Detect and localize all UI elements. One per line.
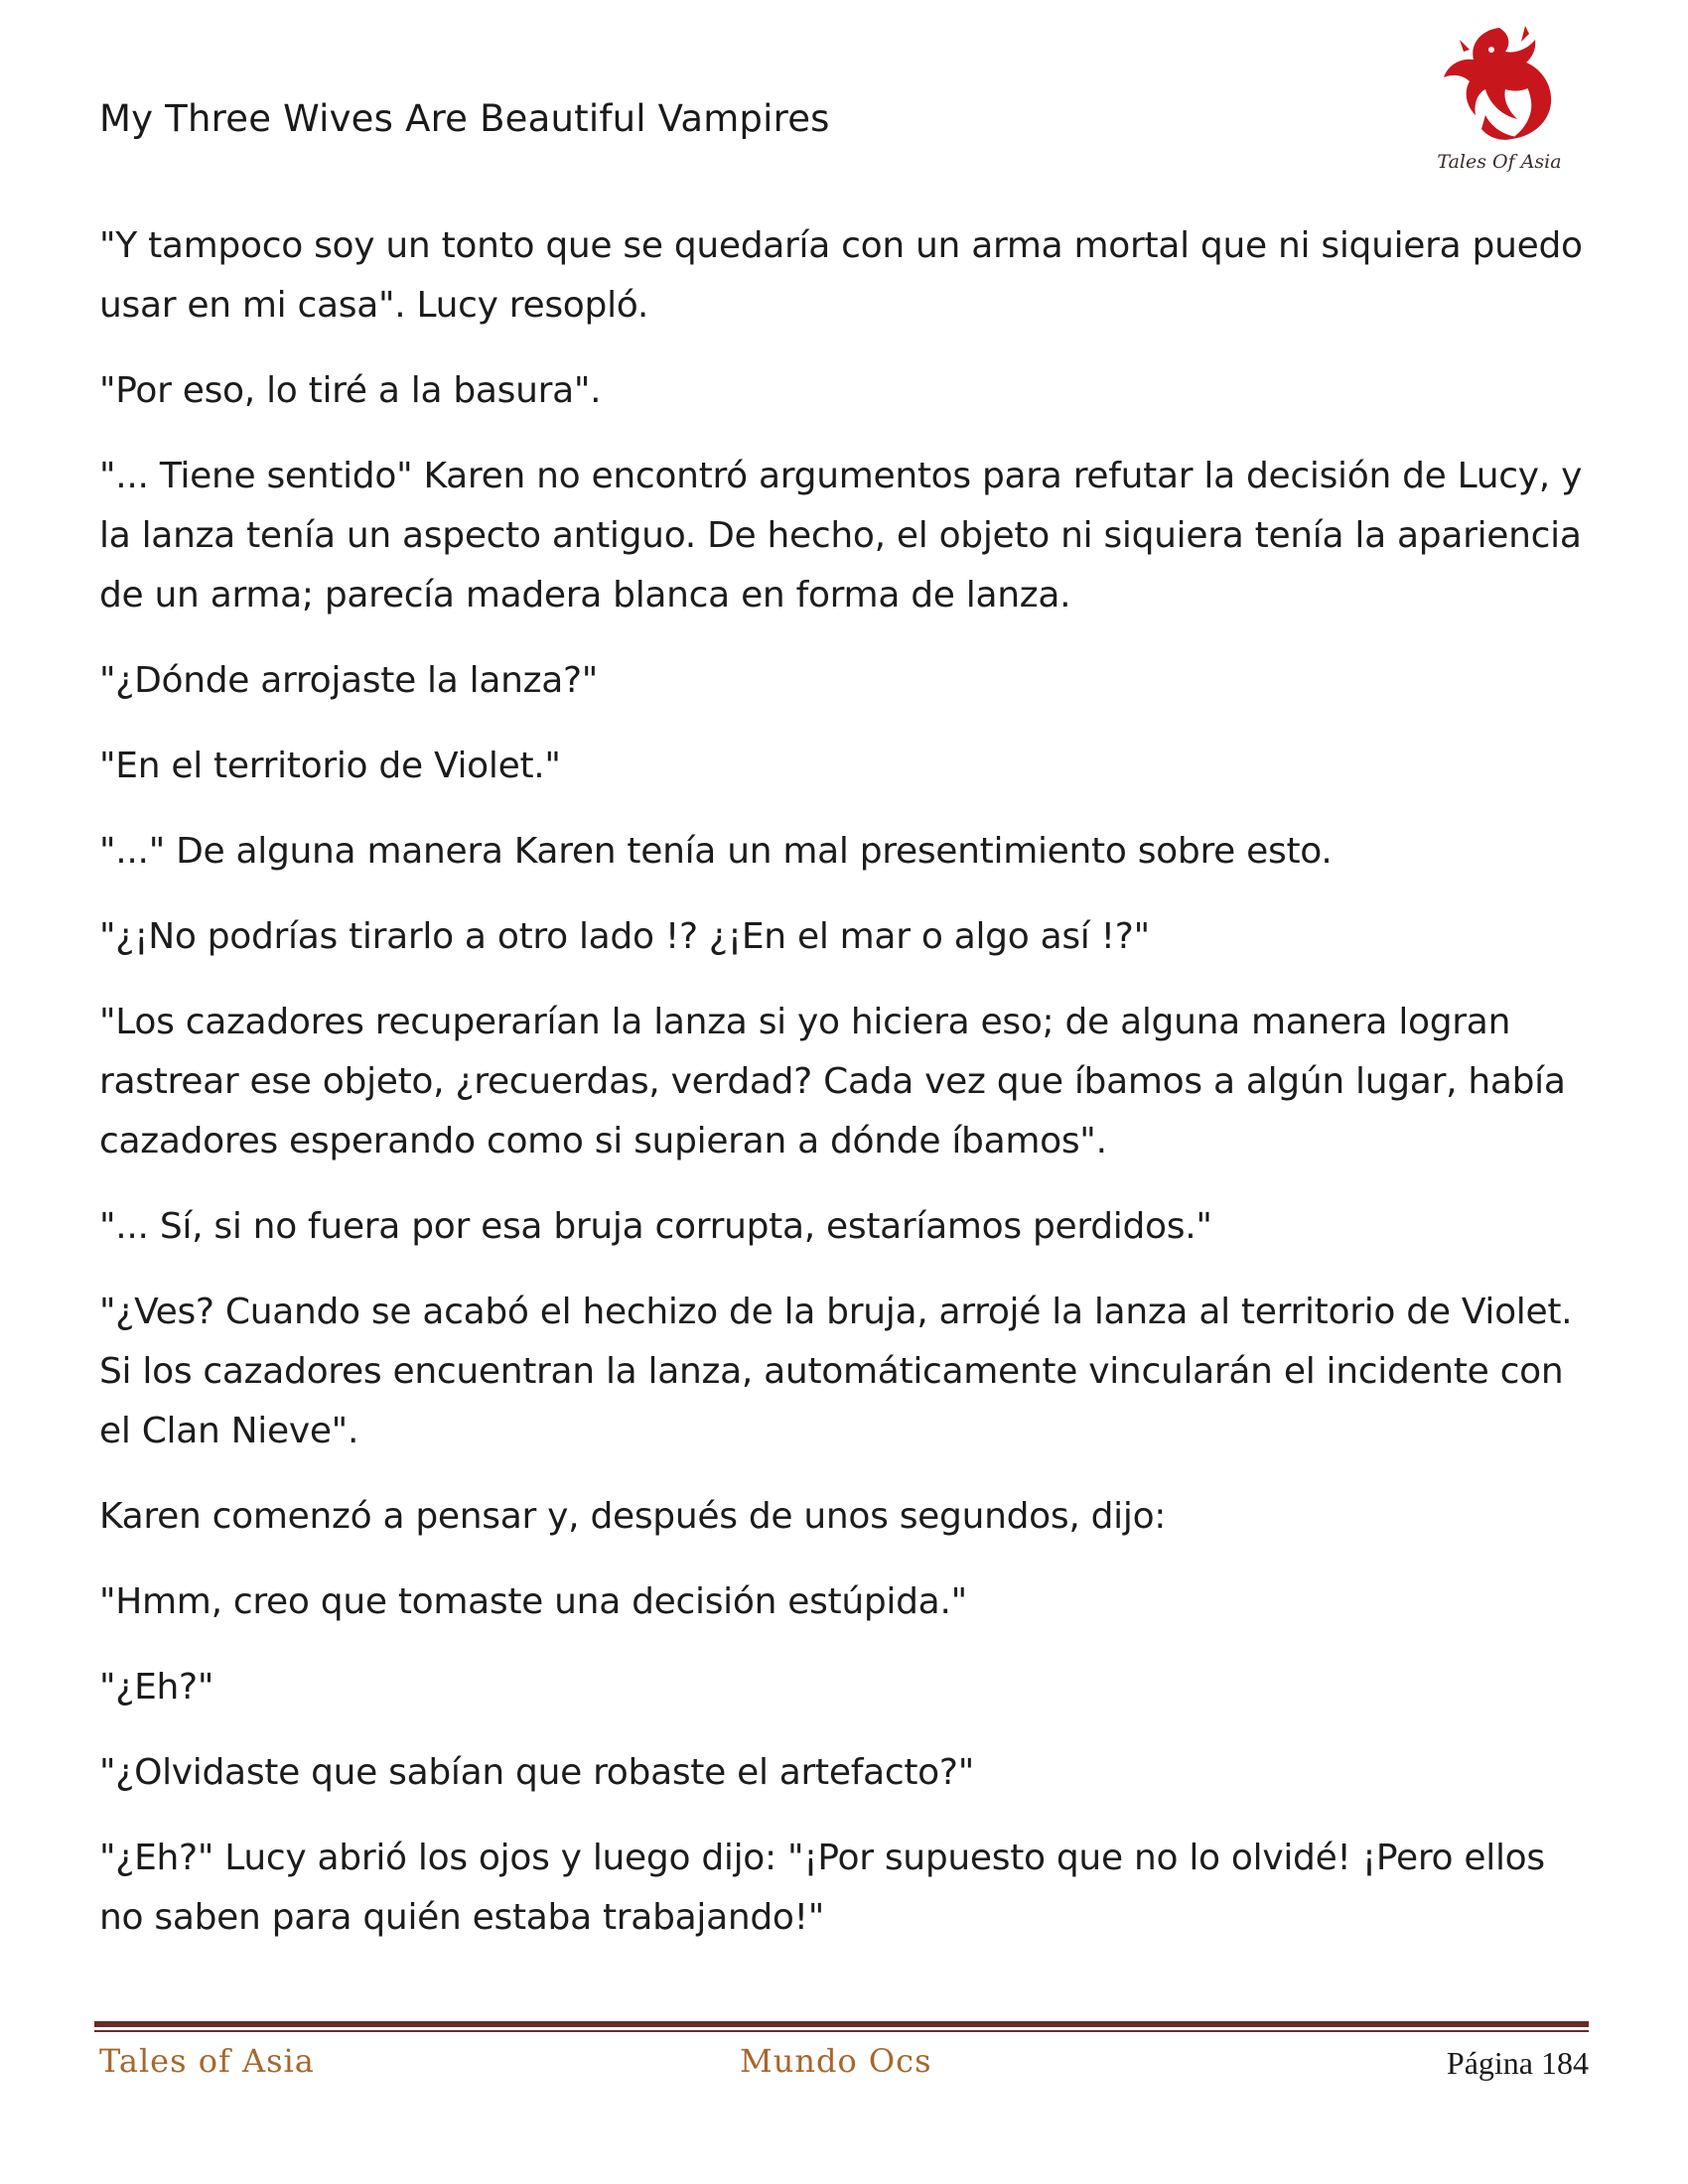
paragraph: "¿Olvidaste que sabían que robaste el artefacto?" — [99, 1752, 974, 1793]
paragraph: "¿Eh?" — [99, 1667, 214, 1707]
paragraph: "..." De alguna manera Karen tenía un mal presentimiento sobre esto. — [99, 831, 1333, 872]
paragraph: "Hmm, creo que tomaste una decisión estúpida." — [99, 1581, 967, 1622]
footer-divider — [94, 2021, 1589, 2027]
page-number: Página 184 — [1446, 2045, 1589, 2081]
paragraph: "¿Eh?" Lucy abrió los ojos y luego dijo: "¡Por supuesto que no lo olvidé! ¡Pero ellos no saben para quién estaba trabajando!" — [99, 1838, 1545, 1938]
paragraph: "¿Dónde arrojaste la lanza?" — [99, 660, 599, 701]
paragraph: "Por eso, lo tiré a la basura". — [99, 370, 602, 411]
paragraph: "¿Ves? Cuando se acabó el hechizo de la bruja, arrojé la lanza al territorio de Violet. Si los cazadores encuentran la lanza, automáticamente vincularán el incidente con el Clan Nieve". — [99, 1292, 1573, 1451]
red-dragon-icon — [1430, 20, 1569, 154]
footer-divider-thin — [94, 2030, 1589, 2032]
paragraph: "¿¡No podrías tirarlo a otro lado !? ¿¡En el mar o algo así !?" — [99, 916, 1150, 957]
paragraph: "... Tiene sentido" Karen no encontró argumentos para refutar la decisión de Lucy, y la lanza tenía un aspecto antiguo. De hecho, el objeto ni siquiera tenía la apariencia de un arma; parecía madera blanca en forma de lanza. — [99, 456, 1583, 615]
footer-publisher: Tales of Asia — [99, 2042, 315, 2080]
footer-site: Mundo Ocs — [740, 2042, 932, 2080]
paragraph: "Los cazadores recuperarían la lanza si yo hiciera eso; de alguna manera logran rastrear ese objeto, ¿recuerdas, verdad? Cada vez que íbamos a algún lugar, había cazadores esperando como si supieran a dónde íbamos". — [99, 1002, 1566, 1161]
tales-of-asia-logo — [1430, 20, 1569, 184]
logo-text: Tales Of Asia — [1437, 151, 1562, 173]
paragraph: "... Sí, si no fuera por esa bruja corrupta, estaríamos perdidos." — [99, 1206, 1212, 1247]
paragraph: Karen comenzó a pensar y, después de unos segundos, dijo: — [99, 1496, 1167, 1537]
paragraph: "En el territorio de Violet." — [99, 746, 561, 786]
paragraph: "Y tampoco soy un tonto que se quedaría con un arma mortal que ni siquiera puedo usar en mi casa". Lucy resopló. — [99, 225, 1583, 326]
page-body — [99, 216, 1589, 1974]
book-title: My Three Wives Are Beautiful Vampires — [99, 97, 830, 140]
